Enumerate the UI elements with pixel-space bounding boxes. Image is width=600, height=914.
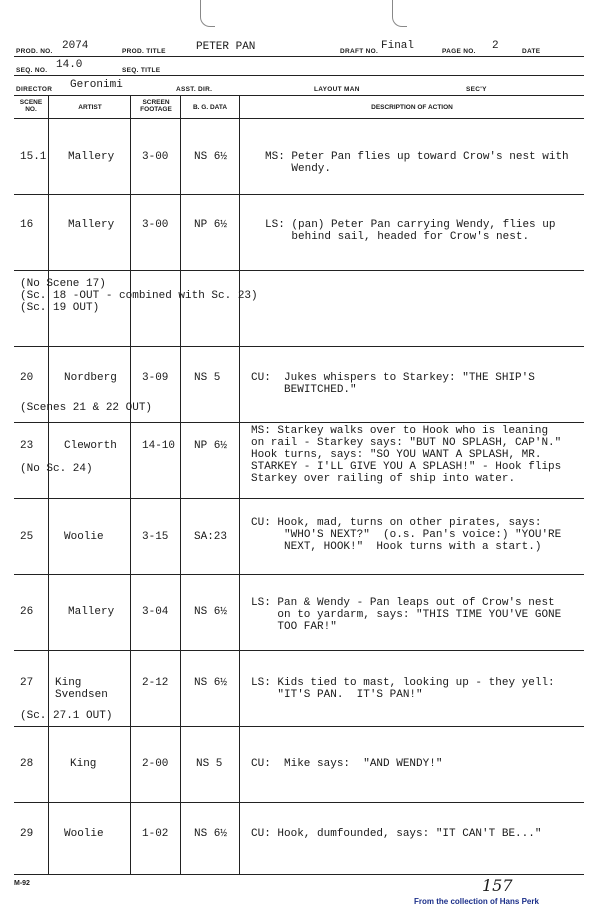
- form-number: M-92: [14, 880, 30, 887]
- prod-no-label: PROD. NO.: [16, 48, 53, 55]
- scene-omission-note: (Scenes 21 & 22 OUT): [20, 402, 153, 414]
- scene-number: 15.1: [20, 151, 47, 163]
- screen-footage: 3-00: [142, 151, 169, 163]
- bg-data: NS 6½: [194, 606, 228, 618]
- artist-name: Mallery: [68, 151, 115, 163]
- scene-number: 26: [20, 606, 34, 618]
- handwritten-page-number: 157: [482, 876, 513, 895]
- asst-dir-label: ASST. DIR.: [176, 86, 213, 93]
- collection-credit: From the collection of Hans Perk: [414, 897, 539, 906]
- bg-data: NS 6½: [194, 677, 228, 689]
- prod-title-value: PETER PAN: [196, 41, 256, 53]
- scene-omission-note: (Sc. 18 -OUT - combined with Sc. 23): [20, 290, 258, 302]
- action-description: CU: Mike says: "AND WENDY!": [251, 758, 443, 770]
- header-rule-3: [14, 95, 584, 96]
- bg-data: NS 6½: [194, 828, 228, 840]
- seq-title-label: SEQ. TITLE: [122, 67, 161, 74]
- action-description: LS: Pan & Wendy - Pan leaps out of Crow's nest on to yardarm, says: "THIS TIME YOU'VE GONE TOO FAR!": [251, 597, 562, 633]
- scene-omission-note: (Sc. 19 OUT): [20, 302, 100, 314]
- screen-footage: 14-10: [142, 440, 176, 452]
- table-row: [14, 726, 584, 802]
- date-label: DATE: [522, 48, 541, 55]
- scene-number: 16: [20, 219, 34, 231]
- bg-data: SA:23: [194, 531, 228, 543]
- artist-name: Mallery: [68, 606, 115, 618]
- action-description: MS: Starkey walks over to Hook who is leaning on rail - Starkey says: "BUT NO SPLASH, CAP'N." Hook turns, says: "SO YOU WANT A SPLASH, MR. STARKEY - I'LL GIVE YOU A SPLASH!" - Hook flips Starkey over railing of ship into water.: [251, 425, 562, 485]
- punch-mark-left: [200, 0, 215, 27]
- col-header-screen-footage: SCREEN FOOTAGE: [140, 99, 172, 113]
- col-header-bg-data: B. G. DATA: [192, 104, 228, 111]
- table-row: [14, 574, 584, 650]
- scene-number: 28: [20, 758, 34, 770]
- director-value: Geronimi: [70, 79, 123, 91]
- artist-name: King Svendsen: [55, 677, 108, 701]
- screen-footage: 3-15: [142, 531, 169, 543]
- prod-title-label: PROD. TITLE: [122, 48, 166, 55]
- header-rule-1: [14, 56, 584, 57]
- action-description: LS: Kids tied to mast, looking up - they yell: "IT'S PAN. IT'S PAN!": [251, 677, 555, 701]
- action-description: MS: Peter Pan flies up toward Crow's nest with Wendy.: [265, 151, 569, 175]
- scene-number: 27: [20, 677, 34, 689]
- seq-no-value: 14.0: [56, 59, 83, 71]
- table-row: [14, 346, 584, 422]
- scene-omission-note: (No Scene 17): [20, 278, 106, 290]
- screen-footage: 2-00: [142, 758, 169, 770]
- bg-data: NP 6½: [194, 219, 228, 231]
- action-description: CU: Hook, mad, turns on other pirates, says: "WHO'S NEXT?" (o.s. Pan's voice:) "YOU'RE NEXT, HOOK!" Hook turns with a start.): [251, 517, 562, 553]
- scene-number: 20: [20, 372, 34, 384]
- action-description: CU: Hook, dumfounded, says: "IT CAN'T BE...": [251, 828, 542, 840]
- artist-name: Nordberg: [64, 372, 117, 384]
- scene-omission-note: (No Sc. 24): [20, 463, 93, 475]
- scene-number: 29: [20, 828, 34, 840]
- col-header-artist: ARTIST: [78, 104, 102, 111]
- draft-no-label: DRAFT NO.: [340, 48, 379, 55]
- scene-number: 25: [20, 531, 34, 543]
- scene-number: 23: [20, 440, 34, 452]
- col-header-description: DESCRIPTION OF ACTION: [371, 104, 453, 111]
- scene-omission-note: (Sc. 27.1 OUT): [20, 710, 113, 722]
- artist-name: King: [70, 758, 97, 770]
- header-rule-2: [14, 75, 584, 76]
- page-no-value: 2: [492, 40, 499, 52]
- bg-data: NS 6½: [194, 151, 228, 163]
- layout-man-label: LAYOUT MAN: [314, 86, 360, 93]
- director-label: DIRECTOR: [16, 86, 53, 93]
- secy-label: SEC'Y: [466, 86, 487, 93]
- row-rule: [14, 874, 584, 875]
- page-no-label: PAGE NO.: [442, 48, 476, 55]
- bg-data: NP 6½: [194, 440, 228, 452]
- table-row: [14, 118, 584, 194]
- artist-name: Mallery: [68, 219, 115, 231]
- artist-name: Cleworth: [64, 440, 117, 452]
- action-description: CU: Jukes whispers to Starkey: "THE SHIP'S BEWITCHED.": [251, 372, 535, 396]
- screen-footage: 2-12: [142, 677, 169, 689]
- bg-data: NS 5: [194, 372, 221, 384]
- screen-footage: 3-09: [142, 372, 169, 384]
- artist-name: Woolie: [64, 531, 104, 543]
- col-header-scene-no: SCENE NO.: [19, 99, 43, 113]
- table-row: [14, 650, 584, 726]
- table-row: [14, 802, 584, 874]
- seq-no-label: SEQ. NO.: [16, 67, 48, 74]
- screen-footage: 3-00: [142, 219, 169, 231]
- action-description: LS: (pan) Peter Pan carrying Wendy, flies up behind sail, headed for Crow's nest.: [265, 219, 556, 243]
- table-row: [14, 422, 584, 498]
- draft-no-value: Final: [381, 40, 415, 52]
- table-row: [14, 194, 584, 270]
- punch-mark-right: [392, 0, 407, 27]
- screen-footage: 3-04: [142, 606, 169, 618]
- artist-name: Woolie: [64, 828, 104, 840]
- prod-no-value: 2074: [62, 40, 89, 52]
- table-row: [14, 498, 584, 574]
- screen-footage: 1-02: [142, 828, 169, 840]
- bg-data: NS 5: [196, 758, 223, 770]
- table-row: [14, 270, 584, 346]
